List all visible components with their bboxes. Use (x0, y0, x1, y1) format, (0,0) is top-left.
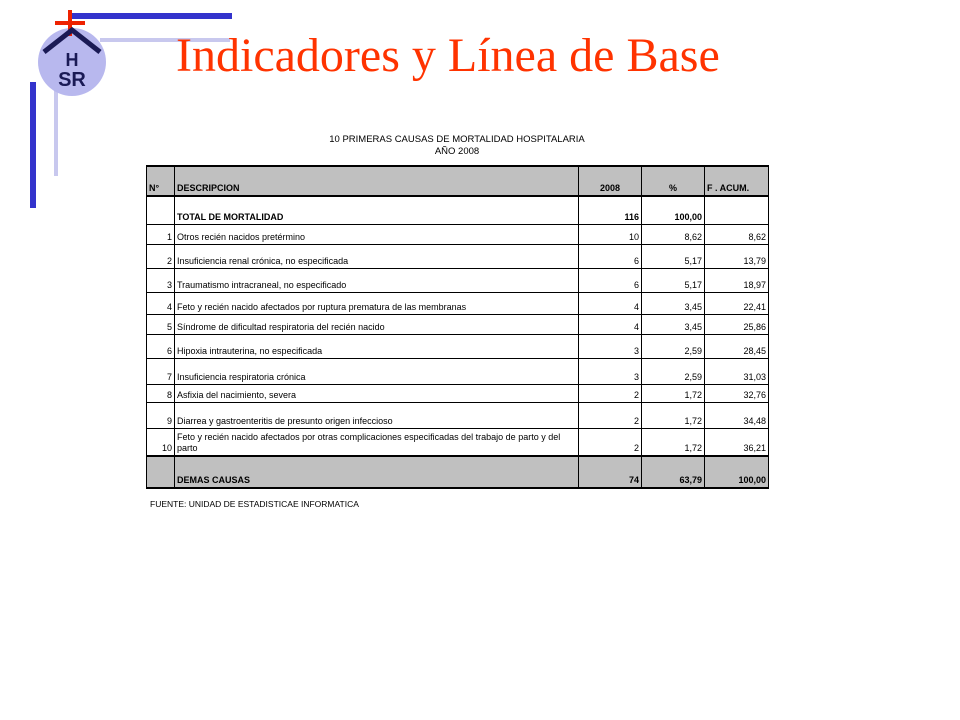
row-cum: 8,62 (705, 224, 769, 244)
row-value: 2 (579, 384, 642, 402)
row-cum: 25,86 (705, 314, 769, 334)
row-desc: Otros recién nacidos pretérmino (175, 224, 579, 244)
row-pct: 1,72 (642, 402, 705, 428)
total-value: 116 (579, 196, 642, 224)
row-num: 2 (147, 244, 175, 268)
row-pct: 8,62 (642, 224, 705, 244)
table-title-line1: 10 PRIMERAS CAUSAS DE MORTALIDAD HOSPITALARIA (329, 134, 585, 145)
header-desc: DESCRIPCION (175, 166, 579, 196)
row-desc: Feto y recién nacido afectados por otras complicaciones especificadas del trabajo de parto y del parto (175, 428, 579, 456)
row-num: 6 (147, 334, 175, 358)
demas-empty (147, 456, 175, 488)
table-row (147, 292, 769, 314)
row-desc: Insuficiencia respiratoria crónica (175, 358, 579, 384)
row-cum: 18,97 (705, 268, 769, 292)
table-row (147, 334, 769, 358)
header-year: 2008 (579, 166, 642, 196)
table-row (147, 358, 769, 384)
logo-letters-bottom: SR (58, 69, 86, 91)
decorative-bar-left (30, 82, 36, 208)
table-row (147, 268, 769, 292)
total-cum (705, 196, 769, 224)
row-value: 4 (579, 314, 642, 334)
row-cum: 22,41 (705, 292, 769, 314)
demas-value: 74 (579, 456, 642, 488)
header-pct: % (642, 166, 705, 196)
row-pct: 3,45 (642, 314, 705, 334)
row-num: 9 (147, 402, 175, 428)
table-caption (147, 134, 767, 158)
row-desc: Feto y recién nacido afectados por ruptura prematura de las membranas (175, 292, 579, 314)
row-value: 10 (579, 224, 642, 244)
row-num: 3 (147, 268, 175, 292)
table-row (147, 314, 769, 334)
row-value: 6 (579, 244, 642, 268)
row-cum: 13,79 (705, 244, 769, 268)
row-pct: 2,59 (642, 334, 705, 358)
demas-pct: 63,79 (642, 456, 705, 488)
table-row (147, 428, 769, 456)
row-desc: Asfixia del nacimiento, severa (175, 384, 579, 402)
row-desc: Diarrea y gastroenteritis de presunto origen infeccioso (175, 402, 579, 428)
row-cum: 31,03 (705, 358, 769, 384)
row-cum: 28,45 (705, 334, 769, 358)
slide-title: Indicadores y Línea de Base (176, 29, 720, 82)
table-row (147, 402, 769, 428)
demas-label: DEMAS CAUSAS (175, 456, 579, 488)
header-num: N° (147, 166, 175, 196)
table-title-line2: AÑO 2008 (434, 146, 480, 157)
table-row (147, 384, 769, 402)
row-pct: 2,59 (642, 358, 705, 384)
mortality-table (146, 165, 769, 489)
row-num: 7 (147, 358, 175, 384)
row-desc: Traumatismo intracraneal, no especificado (175, 268, 579, 292)
total-label: TOTAL DE MORTALIDAD (175, 196, 579, 224)
row-pct: 1,72 (642, 384, 705, 402)
row-cum: 36,21 (705, 428, 769, 456)
total-pct: 100,00 (642, 196, 705, 224)
row-value: 2 (579, 428, 642, 456)
row-desc: Síndrome de dificultad respiratoria del recién nacido (175, 314, 579, 334)
table-source: FUENTE: UNIDAD DE ESTADISTICAE INFORMATICA (150, 499, 359, 509)
row-pct: 5,17 (642, 268, 705, 292)
table-row (147, 244, 769, 268)
row-value: 6 (579, 268, 642, 292)
row-value: 3 (579, 358, 642, 384)
row-cum: 34,48 (705, 402, 769, 428)
row-value: 3 (579, 334, 642, 358)
demas-row (147, 456, 769, 488)
row-desc: Insuficiencia renal crónica, no especificada (175, 244, 579, 268)
row-pct: 1,72 (642, 428, 705, 456)
row-num: 4 (147, 292, 175, 314)
row-value: 2 (579, 402, 642, 428)
header-cum: F . ACUM. (705, 166, 769, 196)
total-row (147, 196, 769, 224)
logo-letters-top: H (65, 50, 79, 70)
row-cum: 32,76 (705, 384, 769, 402)
row-value: 4 (579, 292, 642, 314)
row-pct: 5,17 (642, 244, 705, 268)
row-desc: Hipoxia intrauterina, no especificada (175, 334, 579, 358)
demas-cum: 100,00 (705, 456, 769, 488)
row-num: 8 (147, 384, 175, 402)
row-num: 5 (147, 314, 175, 334)
row-num: 10 (147, 428, 175, 456)
table-row (147, 224, 769, 244)
hospital-logo-icon (30, 8, 114, 98)
row-pct: 3,45 (642, 292, 705, 314)
table-header-row (147, 166, 769, 196)
row-num: 1 (147, 224, 175, 244)
